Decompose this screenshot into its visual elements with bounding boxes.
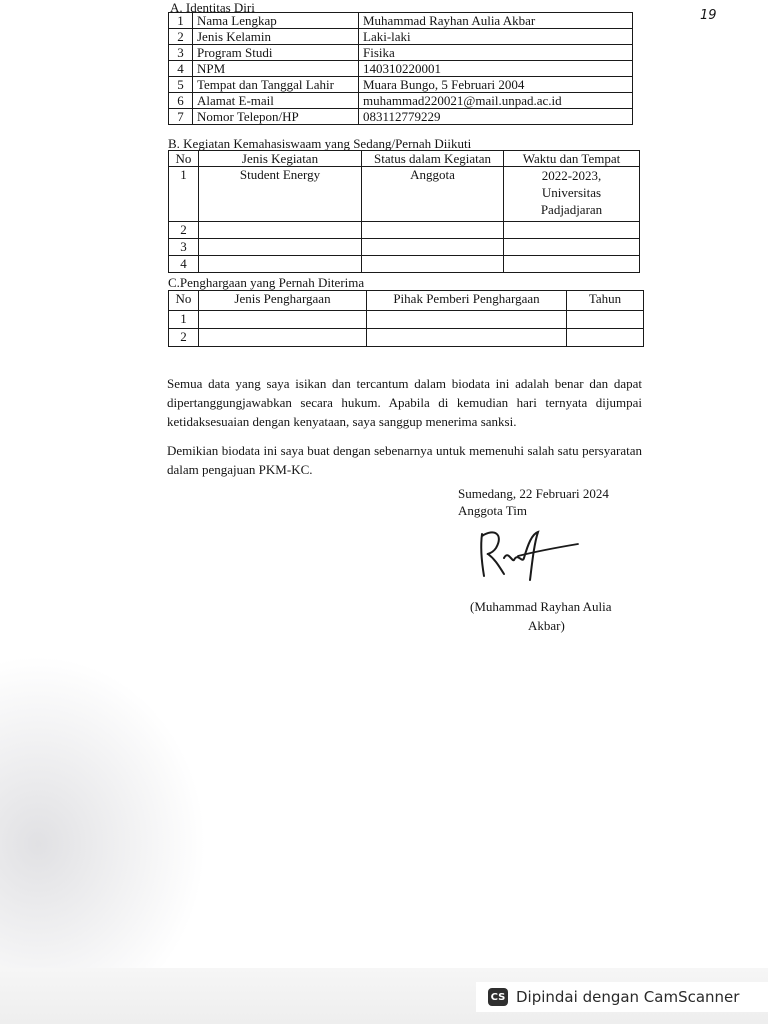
table-row — [169, 45, 633, 61]
table-row — [169, 13, 633, 29]
row-number: 1 — [169, 311, 199, 329]
table-row — [169, 256, 640, 273]
field-value: Muhammad Rayhan Aulia Akbar — [359, 13, 633, 29]
row-number: 3 — [169, 45, 193, 61]
statement-paragraph: Semua data yang saya isikan dan tercantum dalam biodata ini adalah benar dan dapat dipertanggungjawabkan secara hukum. Apabila di kemudian hari ternyata dijumpai ketidaksesuaian dengan kenyataan, saya sanggup menerima sanksi. — [167, 376, 642, 429]
identity-table — [168, 12, 633, 125]
table-row — [169, 311, 644, 329]
table-header-row — [169, 291, 644, 311]
row-number: 4 — [169, 61, 193, 77]
time-line: 2022-2023, — [541, 168, 602, 183]
row-number: 3 — [169, 239, 199, 256]
field-value: 083112779229 — [359, 109, 633, 125]
table-row — [169, 77, 633, 93]
column-header: Jenis Penghargaan — [199, 291, 367, 311]
table-row — [169, 93, 633, 109]
row-number: 1 — [169, 13, 193, 29]
signature-role: Anggota Tim — [458, 503, 527, 518]
activities-table — [168, 150, 640, 273]
signer-name-line-1: (Muhammad Rayhan Aulia — [470, 599, 612, 614]
activity-status: Anggota — [362, 167, 504, 222]
row-number: 2 — [169, 29, 193, 45]
table-row — [169, 61, 633, 77]
row-number: 2 — [169, 329, 199, 347]
closing-paragraph: Demikian biodata ini saya buat dengan sebenarnya untuk memenuhi salah satu persyaratan dalam pengajuan PKM-KC. — [167, 443, 642, 477]
camscanner-badge — [476, 982, 768, 1012]
row-number: 1 — [169, 167, 199, 222]
field-label: Alamat E-mail — [193, 93, 359, 109]
awards-table — [168, 290, 644, 347]
field-value: Fisika — [359, 45, 633, 61]
activity-name: Student Energy — [199, 167, 362, 222]
field-value: Muara Bungo, 5 Februari 2004 — [359, 77, 633, 93]
field-value: muhammad220021@mail.unpad.ac.id — [359, 93, 633, 109]
place-line: Padjadjaran — [540, 202, 603, 217]
signature-place-date: Sumedang, 22 Februari 2024 — [458, 486, 609, 501]
field-label: Nomor Telepon/HP — [193, 109, 359, 125]
column-header: Tahun — [567, 291, 644, 311]
column-header: Pihak Pemberi Penghargaan — [367, 291, 567, 311]
field-label: Jenis Kelamin — [193, 29, 359, 45]
handwritten-signature — [474, 524, 584, 584]
field-label: Program Studi — [193, 45, 359, 61]
column-header: Status dalam Kegiatan — [362, 151, 504, 167]
section-b-title: B. Kegiatan Kemahasiswaam yang Sedang/Pernah Diikuti — [168, 136, 472, 151]
row-number: 7 — [169, 109, 193, 125]
column-header: No — [169, 291, 199, 311]
table-row — [169, 239, 640, 256]
field-label: Nama Lengkap — [193, 13, 359, 29]
place-line: Universitas — [541, 185, 602, 200]
field-label: NPM — [193, 61, 359, 77]
table-header-row — [169, 151, 640, 167]
column-header: Waktu dan Tempat — [504, 151, 640, 167]
field-value: Laki-laki — [359, 29, 633, 45]
row-number: 2 — [169, 222, 199, 239]
scan-shadow — [0, 640, 220, 980]
section-c-title: C.Penghargaan yang Pernah Diterima — [168, 275, 365, 290]
row-number: 6 — [169, 93, 193, 109]
column-header: No — [169, 151, 199, 167]
camscanner-icon: CS — [488, 988, 508, 1006]
activity-time-place — [504, 167, 640, 222]
section-a-title: A. Identitas Diri — [170, 0, 255, 15]
page-number: 19 — [700, 8, 717, 23]
field-label: Tempat dan Tanggal Lahir — [193, 77, 359, 93]
table-row — [169, 222, 640, 239]
table-row — [169, 329, 644, 347]
signer-name-line-2: Akbar) — [528, 618, 565, 633]
table-row — [169, 29, 633, 45]
table-row — [169, 109, 633, 125]
row-number: 5 — [169, 77, 193, 93]
camscanner-label: Dipindai dengan CamScanner — [516, 988, 740, 1006]
field-value: 140310220001 — [359, 61, 633, 77]
column-header: Jenis Kegiatan — [199, 151, 362, 167]
row-number: 4 — [169, 256, 199, 273]
table-row — [169, 167, 640, 222]
